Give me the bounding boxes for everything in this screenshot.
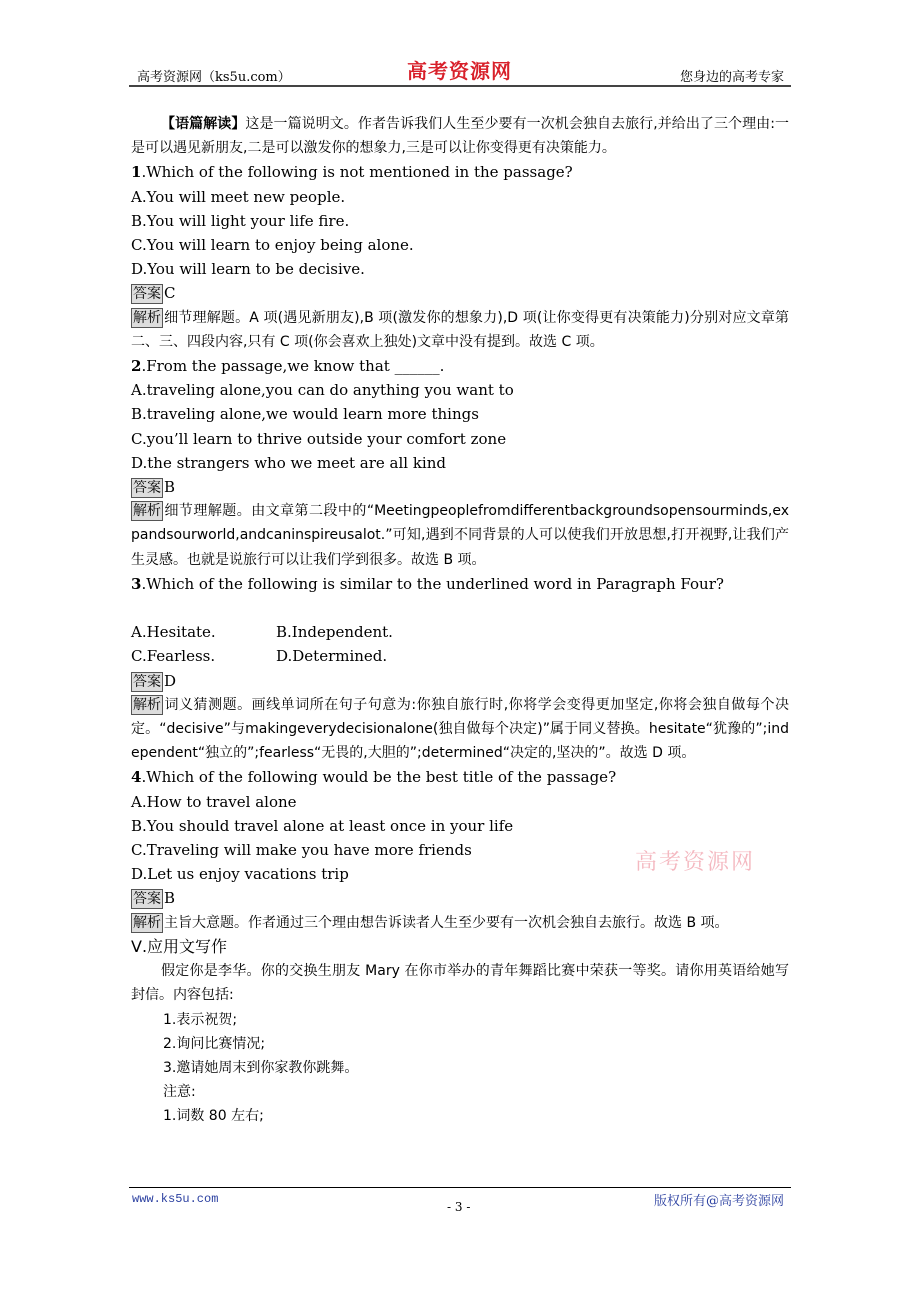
analysis — [131, 306, 789, 354]
option-c: C.You will learn to enjoy being alone. — [131, 236, 414, 255]
writing-section — [131, 935, 789, 1129]
question-2 — [131, 354, 789, 572]
answer-tag: 答案 — [133, 891, 161, 908]
question-3 — [131, 572, 789, 766]
option-b: B.traveling alone,we would learn more things — [131, 405, 479, 424]
answer-value: B — [164, 478, 176, 497]
note-item: 1.词数 80 左右; — [163, 1108, 264, 1125]
answer-value: C — [164, 284, 176, 303]
option-c: C.Fearless. — [131, 647, 216, 666]
requirement-item: 2.询问比赛情况; — [163, 1035, 266, 1052]
intro-text: 这是一篇说明文。作者告诉我们人生至少要有一次机会独自去旅行,并给出了三个理由:一是可以遇见新朋友,二是可以激发你的想象力,三是可以让你变得更有决策能力。 — [131, 116, 790, 157]
answer-tag: 答案 — [133, 286, 161, 303]
option-a: A.How to travel alone — [131, 792, 297, 811]
answer-tag: 答案 — [133, 673, 161, 690]
header-divider — [129, 85, 791, 87]
analysis — [131, 499, 789, 572]
page-number: - 3 - — [447, 1200, 471, 1214]
spacer — [131, 596, 789, 620]
note-label: 注意: — [163, 1084, 196, 1101]
answer-line — [131, 886, 789, 910]
question-number: 2 — [131, 357, 142, 376]
analysis-text: 细节理解题。A 项(遇见新朋友),B 项(激发你的想象力),D 项(让你变得更有决策能力)分别对应文章第二、三、四段内容,只有 C 项(你会喜欢上独处)文章中没有提到。故选 C 项。 — [131, 309, 789, 350]
option-a: A.Hesitate. — [131, 623, 216, 642]
intro-label: 【语篇解读】 — [161, 116, 246, 132]
option-d: D.Let us enjoy vacations trip — [131, 865, 349, 884]
analysis-tag: 解析 — [133, 309, 161, 326]
page-content — [131, 112, 789, 1129]
question-number: 1 — [131, 163, 142, 182]
question-text: .Which of the following is similar to the underlined word in Paragraph Four? — [141, 574, 724, 593]
option-d: D.Determined. — [276, 647, 388, 666]
analysis-tag: 解析 — [133, 696, 161, 713]
question-text: .Which of the following is not mentioned in the passage? — [141, 163, 573, 182]
question-number: 3 — [131, 574, 142, 593]
option-c: C.Traveling will make you have more friends — [131, 841, 472, 860]
option-a: A.traveling alone,you can do anything you want to — [131, 381, 514, 400]
analysis-text: 词义猜测题。画线单词所在句子句意为:你独自旅行时,你将学会变得更加坚定,你将会独自做每个决定。“decisive”与makingeverydecisionalone(独自做每个决定)”属于同义替换。hesitate“犹豫的”;independent“独立的”;fearless“无畏的,大胆的”;determined“决定的,坚决的”。故选 D 项。 — [131, 696, 789, 762]
footer-copyright: 版权所有@高考资源网 — [653, 1194, 784, 1209]
analysis-tag: 解析 — [133, 914, 161, 931]
question-text: .From the passage,we know that ______. — [141, 357, 445, 376]
answer-line — [131, 475, 789, 499]
option-b: B.Independent. — [276, 623, 393, 642]
section-title: Ⅴ.应用文写作 — [131, 936, 228, 956]
footer-link[interactable]: www.ks5u.com — [132, 1192, 219, 1206]
section-prompt: 假定你是李华。你的交换生朋友 Mary 在你市举办的青年舞蹈比赛中荣获一等奖。请你用英语给她写封信。内容包括: — [131, 963, 789, 1004]
option-c: C.you’ll learn to thrive outside your comfort zone — [131, 429, 507, 448]
header-logo: 高考资源网 — [407, 59, 512, 83]
answer-tag: 答案 — [133, 480, 161, 497]
header-site-name: 高考资源网（ks5u.com） — [137, 70, 291, 85]
passage-intro — [131, 112, 789, 160]
question-1 — [131, 160, 789, 354]
analysis-text: 主旨大意题。作者通过三个理由想告诉读者人生至少要有一次机会独自去旅行。故选 B 项。 — [164, 914, 729, 931]
answer-line — [131, 669, 789, 693]
question-text: .Which of the following would be the best title of the passage? — [141, 768, 617, 787]
analysis-tag: 解析 — [133, 503, 161, 520]
option-b: B.You should travel alone at least once in your life — [131, 816, 514, 835]
option-d: D.the strangers who we meet are all kind — [131, 453, 446, 472]
footer-divider — [129, 1187, 791, 1188]
requirement-item: 1.表示祝贺; — [163, 1011, 238, 1028]
requirement-item: 3.邀请她周末到你家教你跳舞。 — [163, 1059, 359, 1076]
option-b: B.You will light your life fire. — [131, 211, 350, 230]
analysis — [131, 911, 789, 935]
watermark: 高考资源网 — [635, 850, 756, 875]
answer-value: B — [164, 889, 176, 908]
analysis — [131, 693, 789, 766]
analysis-text: 细节理解题。由文章第二段中的“Meetingpeoplefromdifferentbackgroundsopensourminds,expandsourworld,andcaninspireusalot.”可知,遇到不同背景的人可以使我们开放思想,打开视野,让我们产生灵感。也就是说旅行可以让我们学到很多。故选 B 项。 — [131, 503, 789, 568]
answer-line — [131, 281, 789, 305]
answer-value: D — [164, 671, 177, 690]
option-a: A.You will meet new people. — [131, 187, 346, 206]
header-slogan: 您身边的高考专家 — [679, 70, 784, 85]
option-d: D.You will learn to be decisive. — [131, 260, 365, 279]
question-number: 4 — [131, 768, 142, 787]
